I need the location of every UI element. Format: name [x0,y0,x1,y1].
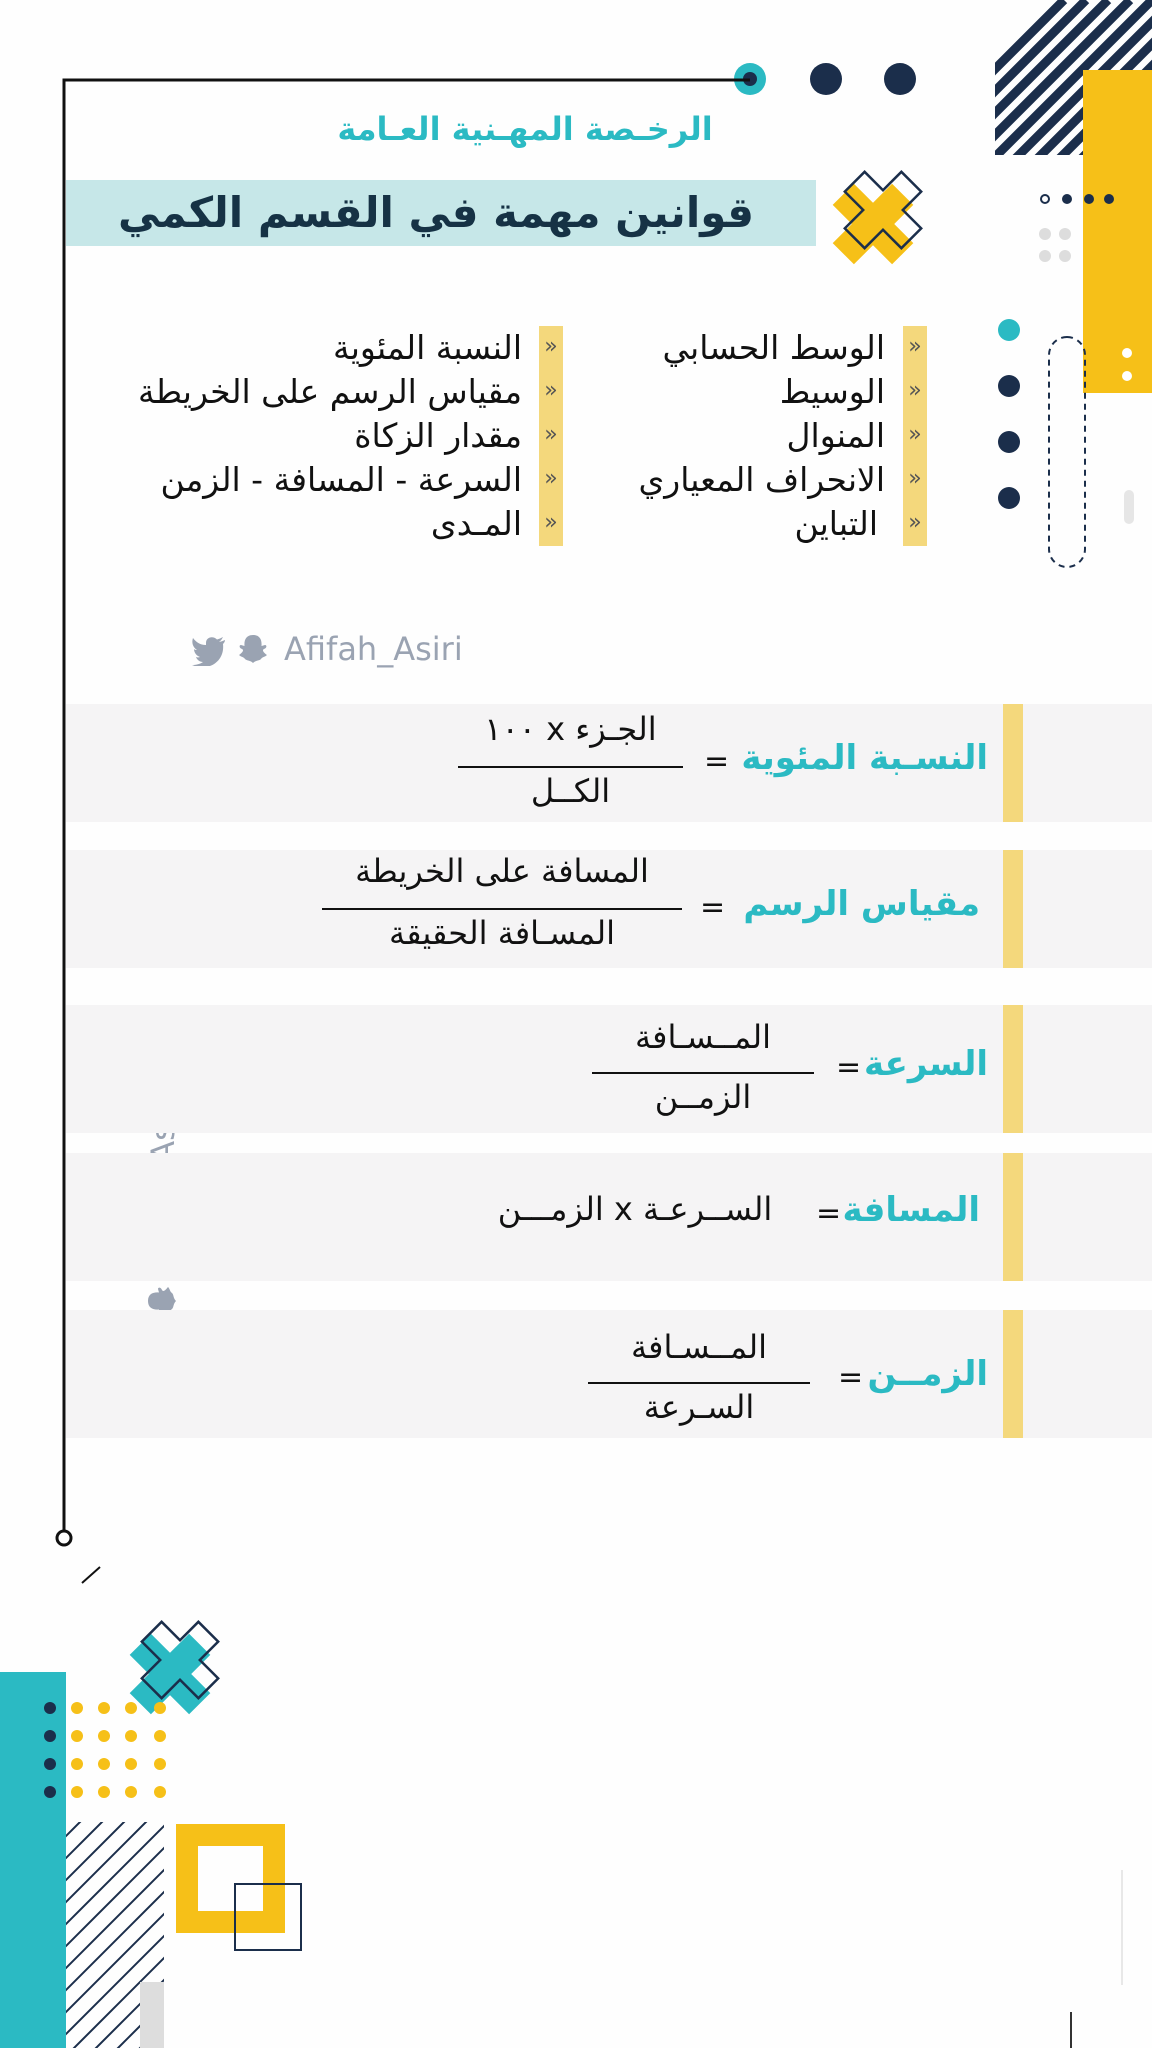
snapchat-icon [238,634,268,666]
list-item: الوسط الحسابي [662,328,885,367]
chevron-icon: » [539,370,563,414]
fraction-line [588,1382,810,1384]
list-item: المنوال [786,416,885,455]
subtitle: الرخـصة المهـنية العـامة [337,110,713,148]
denominator: الزمــن [654,1078,752,1116]
equals-sign: = [704,744,730,779]
formula-label: المسافة [842,1190,980,1230]
formula-expression: الســرعـة x الزمـــن [497,1190,773,1228]
chevron-icon: » [903,370,927,414]
numerator: المسافة على الخريطة [355,852,649,890]
chevron-icon: » [903,326,927,370]
chevron-icon: » [539,458,563,502]
chevron-icon: » [903,458,927,502]
formula-label: السرعة [863,1044,988,1084]
row-accent-bar [1003,1310,1023,1438]
list-item: المـدى [430,504,522,543]
list-item: التباين [794,504,878,543]
formula-label: الزمــن [867,1354,988,1394]
denominator: السـرعة [643,1388,755,1426]
list-item: مقدار الزكاة [354,416,522,455]
list-item: الانحراف المعياري [638,460,885,499]
fraction-line [458,766,683,768]
row-accent-bar [1003,1005,1023,1133]
denominator: الكــل [530,772,611,810]
row-accent-bar [1003,1153,1023,1281]
x-mark-icon-bottom [111,1603,237,1733]
list-item: مقياس الرسم على الخريطة [138,372,522,411]
formula-label: النسـبة المئوية [741,738,988,778]
row-accent-bar [1003,850,1023,968]
chevron-icon: » [903,502,927,546]
list-item: الوسيط [779,372,885,411]
chevron-icon: » [539,502,563,546]
numerator: المــسـافة [630,1328,767,1366]
chevron-icon: » [539,326,563,370]
equals-sign: = [700,890,726,925]
yellow-block-right [1083,70,1152,393]
numerator: المــسـافة [634,1018,771,1056]
numerator: الجـزء x ١٠٠ [484,710,657,748]
equals-sign: = [838,1360,864,1395]
chevron-icon: » [539,414,563,458]
chevron-icon: » [903,414,927,458]
equals-sign: = [836,1050,862,1085]
twitter-icon [192,636,226,666]
page-title: قوانين مهمة في القسم الكمي [117,188,755,237]
watermark-handle: Afifah_Asiri [284,630,463,668]
fraction-line [592,1072,814,1074]
denominator: المسـافة الحقيقة [389,914,615,952]
x-mark-icon-title [814,153,940,283]
row-accent-bar [1003,704,1023,822]
list-item: السرعة - المسافة - الزمن [160,460,522,499]
equals-sign: = [816,1196,842,1231]
list-item: النسبة المئوية [333,328,522,367]
formula-label: مقياس الرسم [743,884,980,924]
fraction-line [322,908,682,910]
